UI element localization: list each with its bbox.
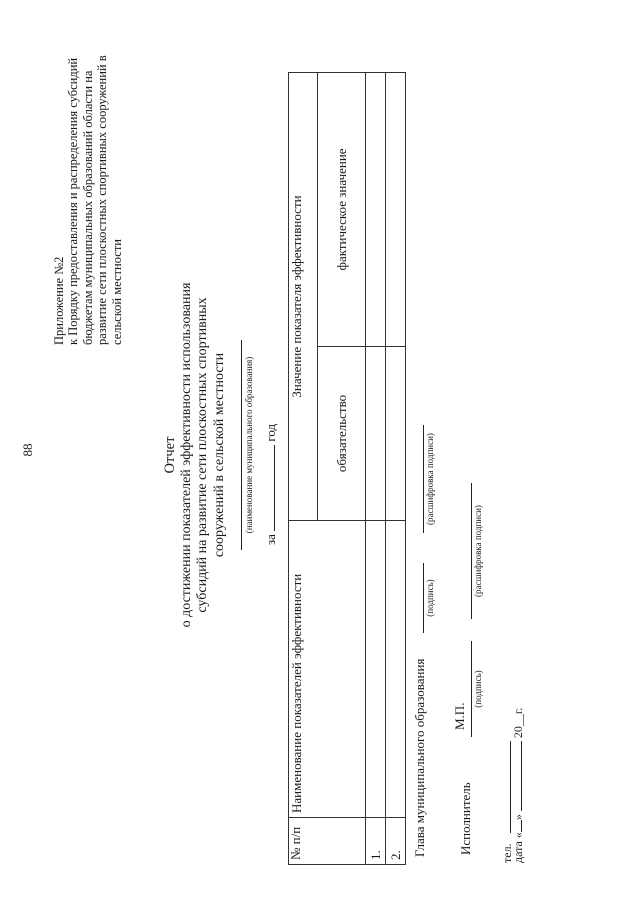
column-header-number: № п/п [289, 818, 366, 865]
head-of-municipality-label: Глава муниципального образования [412, 658, 427, 857]
date-quote: » [511, 814, 525, 821]
date-suffix: г. [511, 707, 525, 715]
tel-label: тел. [500, 843, 514, 863]
head-decoding-line [423, 425, 424, 533]
column-header-indicator-value: Значение показателя эффективности [289, 73, 318, 521]
table-row [366, 73, 386, 865]
report-subtitle-line: субсидий на развитие сети плоскостных спортивных [195, 297, 210, 613]
row-cell-obligation [386, 346, 406, 520]
report-period [262, 424, 279, 545]
page-number: 88 [20, 443, 35, 457]
row-cell-actual [366, 73, 386, 347]
table-header-row [289, 73, 318, 865]
column-header-actual: фактическое значение [318, 73, 366, 347]
date-year: 20 [511, 726, 525, 739]
date-prefix: дата « [511, 832, 525, 863]
report-subtitle-line: сооружений в сельской местности [211, 352, 227, 558]
executor-signature-caption: (подпись) [473, 670, 483, 708]
row-cell-actual [386, 73, 406, 347]
row-cell-obligation [366, 346, 386, 520]
executor-label: Исполнитель [458, 782, 473, 855]
executor-decoding-caption: (расшифровка подписи) [473, 505, 483, 597]
date-day-blank [511, 820, 522, 832]
appendix-line: развитие сети плоскостных спортивных сооружений в [95, 55, 110, 345]
indicators-table [288, 72, 406, 865]
report-heading [162, 235, 228, 675]
municipality-caption: (наименование муниципального образования) [244, 356, 254, 534]
appendix-title: Приложение №2 [52, 256, 66, 345]
report-title: Отчет [162, 436, 178, 474]
executor-signature-line [471, 641, 472, 737]
date-month-blank [511, 741, 522, 811]
row-number: 2. [386, 818, 406, 865]
row-cell-name [386, 521, 406, 818]
appendix-line: сельской местности [109, 239, 124, 345]
period-blank [262, 445, 275, 531]
municipality-blank-line [241, 340, 242, 550]
row-number: 1. [366, 818, 386, 865]
stamp-place: М.П. [452, 702, 467, 730]
period-prefix: за [263, 534, 278, 545]
appendix-line: к Порядку предоставления и распределения субсидий [66, 57, 81, 345]
head-signature-caption: (подпись) [425, 579, 435, 617]
head-decoding-caption: (расшифровка подписи) [425, 433, 435, 525]
table-row [386, 73, 406, 865]
column-header-indicator-name: Наименование показателей эффективности [289, 521, 366, 818]
appendix-block [52, 15, 124, 345]
appendix-line: бюджетам муниципальных образований области на [80, 70, 95, 345]
period-suffix: год [263, 423, 278, 442]
date-field: дата «» 20__г. [511, 707, 525, 863]
row-cell-name [366, 521, 386, 818]
head-signature-line [423, 563, 424, 633]
column-header-obligation: обязательство [318, 346, 366, 520]
report-subtitle-line: о достижении показателей эффективности использования [178, 282, 194, 628]
executor-decoding-line [471, 483, 472, 619]
